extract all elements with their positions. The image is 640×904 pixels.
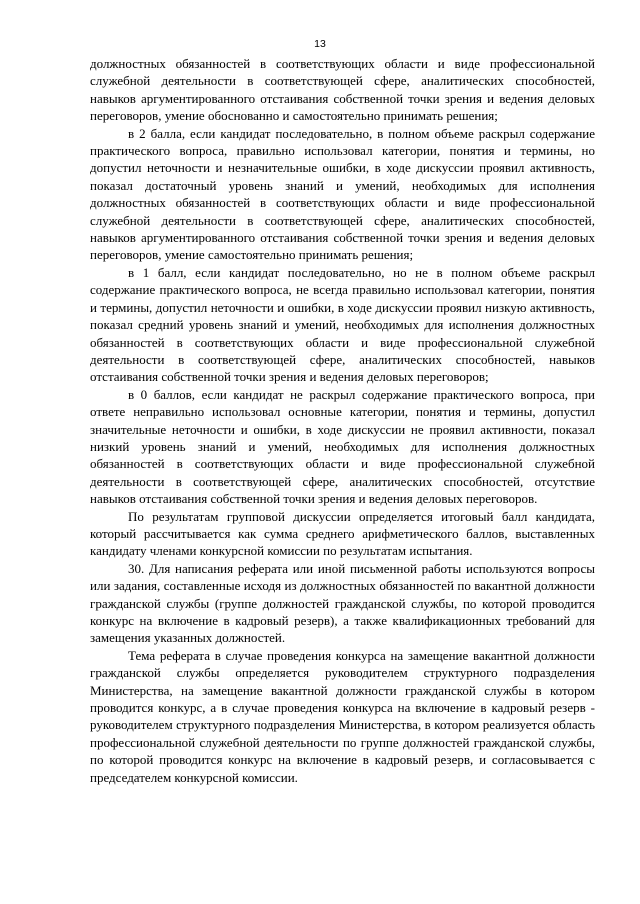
- paragraph-4: в 0 баллов, если кандидат не раскрыл содержание практического вопроса, при ответе неправильно использовал основные категории, понятия и термины, допустил значительные неточности и ошибки, в ходе дискуссии не проявил активности, показал низкий уровень знаний и умений, необходимых для исполнения должностных обязанностей в соответствующих области и виде профессиональной служебной деятельности в соответствующей сфере, аналитических способностей, отсутствие навыков отстаивания собственной точки зрения и ведения деловых переговоров.: [90, 386, 595, 507]
- paragraph-6: 30. Для написания реферата или иной письменной работы используются вопросы или задания, составленные исходя из должностных обязанностей по вакантной должности гражданской службы (группе должностей гражданской службы, по которой проводится конкурс на включение в кадровый резерв), а также квалификационных требований для замещения указанных должностей.: [90, 560, 595, 646]
- document-text: [90, 55, 595, 786]
- page-number: 13: [314, 38, 326, 50]
- paragraph-2: в 2 балла, если кандидат последовательно, в полном объеме раскрыл содержание практического вопроса, правильно использовал категории, понятия и термины, но допустил неточности и незначительные ошибки, в ходе дискуссии проявил активность, показал достаточный уровень знаний и умений, необходимых для исполнения должностных обязанностей в соответствующих области и виде профессиональной служебной деятельности в соответствующей сфере, аналитических способностей, навыков аргументированного отстаивания собственной точки зрения и ведения деловых переговоров, умение самостоятельно принимать решения;: [90, 125, 595, 263]
- paragraph-1: должностных обязанностей в соответствующих области и виде профессиональной служебной деятельности в соответствующей сфере, аналитических способностей, навыков аргументированного отстаивания собственной точки зрения и ведения деловых переговоров, умение обоснованно и самостоятельно принимать решения;: [90, 56, 595, 124]
- paragraph-3: в 1 балл, если кандидат последовательно, но не в полном объеме раскрыл содержание практического вопроса, не всегда правильно использовал категории, понятия и термины, допустил неточности и ошибки, в ходе дискуссии проявил низкую активность, показал средний уровень знаний и умений, необходимых для исполнения должностных обязанностей в соответствующих области и виде профессиональной служебной деятельности в соответствующей сфере, аналитических способностей, навыков отстаивания собственной точки зрения и ведения деловых переговоров;: [90, 264, 595, 385]
- paragraph-7: Тема реферата в случае проведения конкурса на замещение вакантной должности гражданской службы определяется руководителем структурного подразделения Министерства, на замещение вакантной должности гражданской службы в котором проводится конкурс, а в случае проведения конкурса на включение в кадровый резерв - руководителем структурного подразделения Министерства, в котором реализуется область профессиональной служебной деятельности по группе должностей гражданской службы, по которой проводится конкурс на включение в кадровый резерв, и согласовывается с председателем конкурсной комиссии.: [90, 647, 595, 785]
- paragraph-5: По результатам групповой дискуссии определяется итоговый балл кандидата, который рассчитывается как сумма среднего арифметического баллов, выставленных кандидату членами конкурсной комиссии по результатам испытания.: [90, 508, 595, 559]
